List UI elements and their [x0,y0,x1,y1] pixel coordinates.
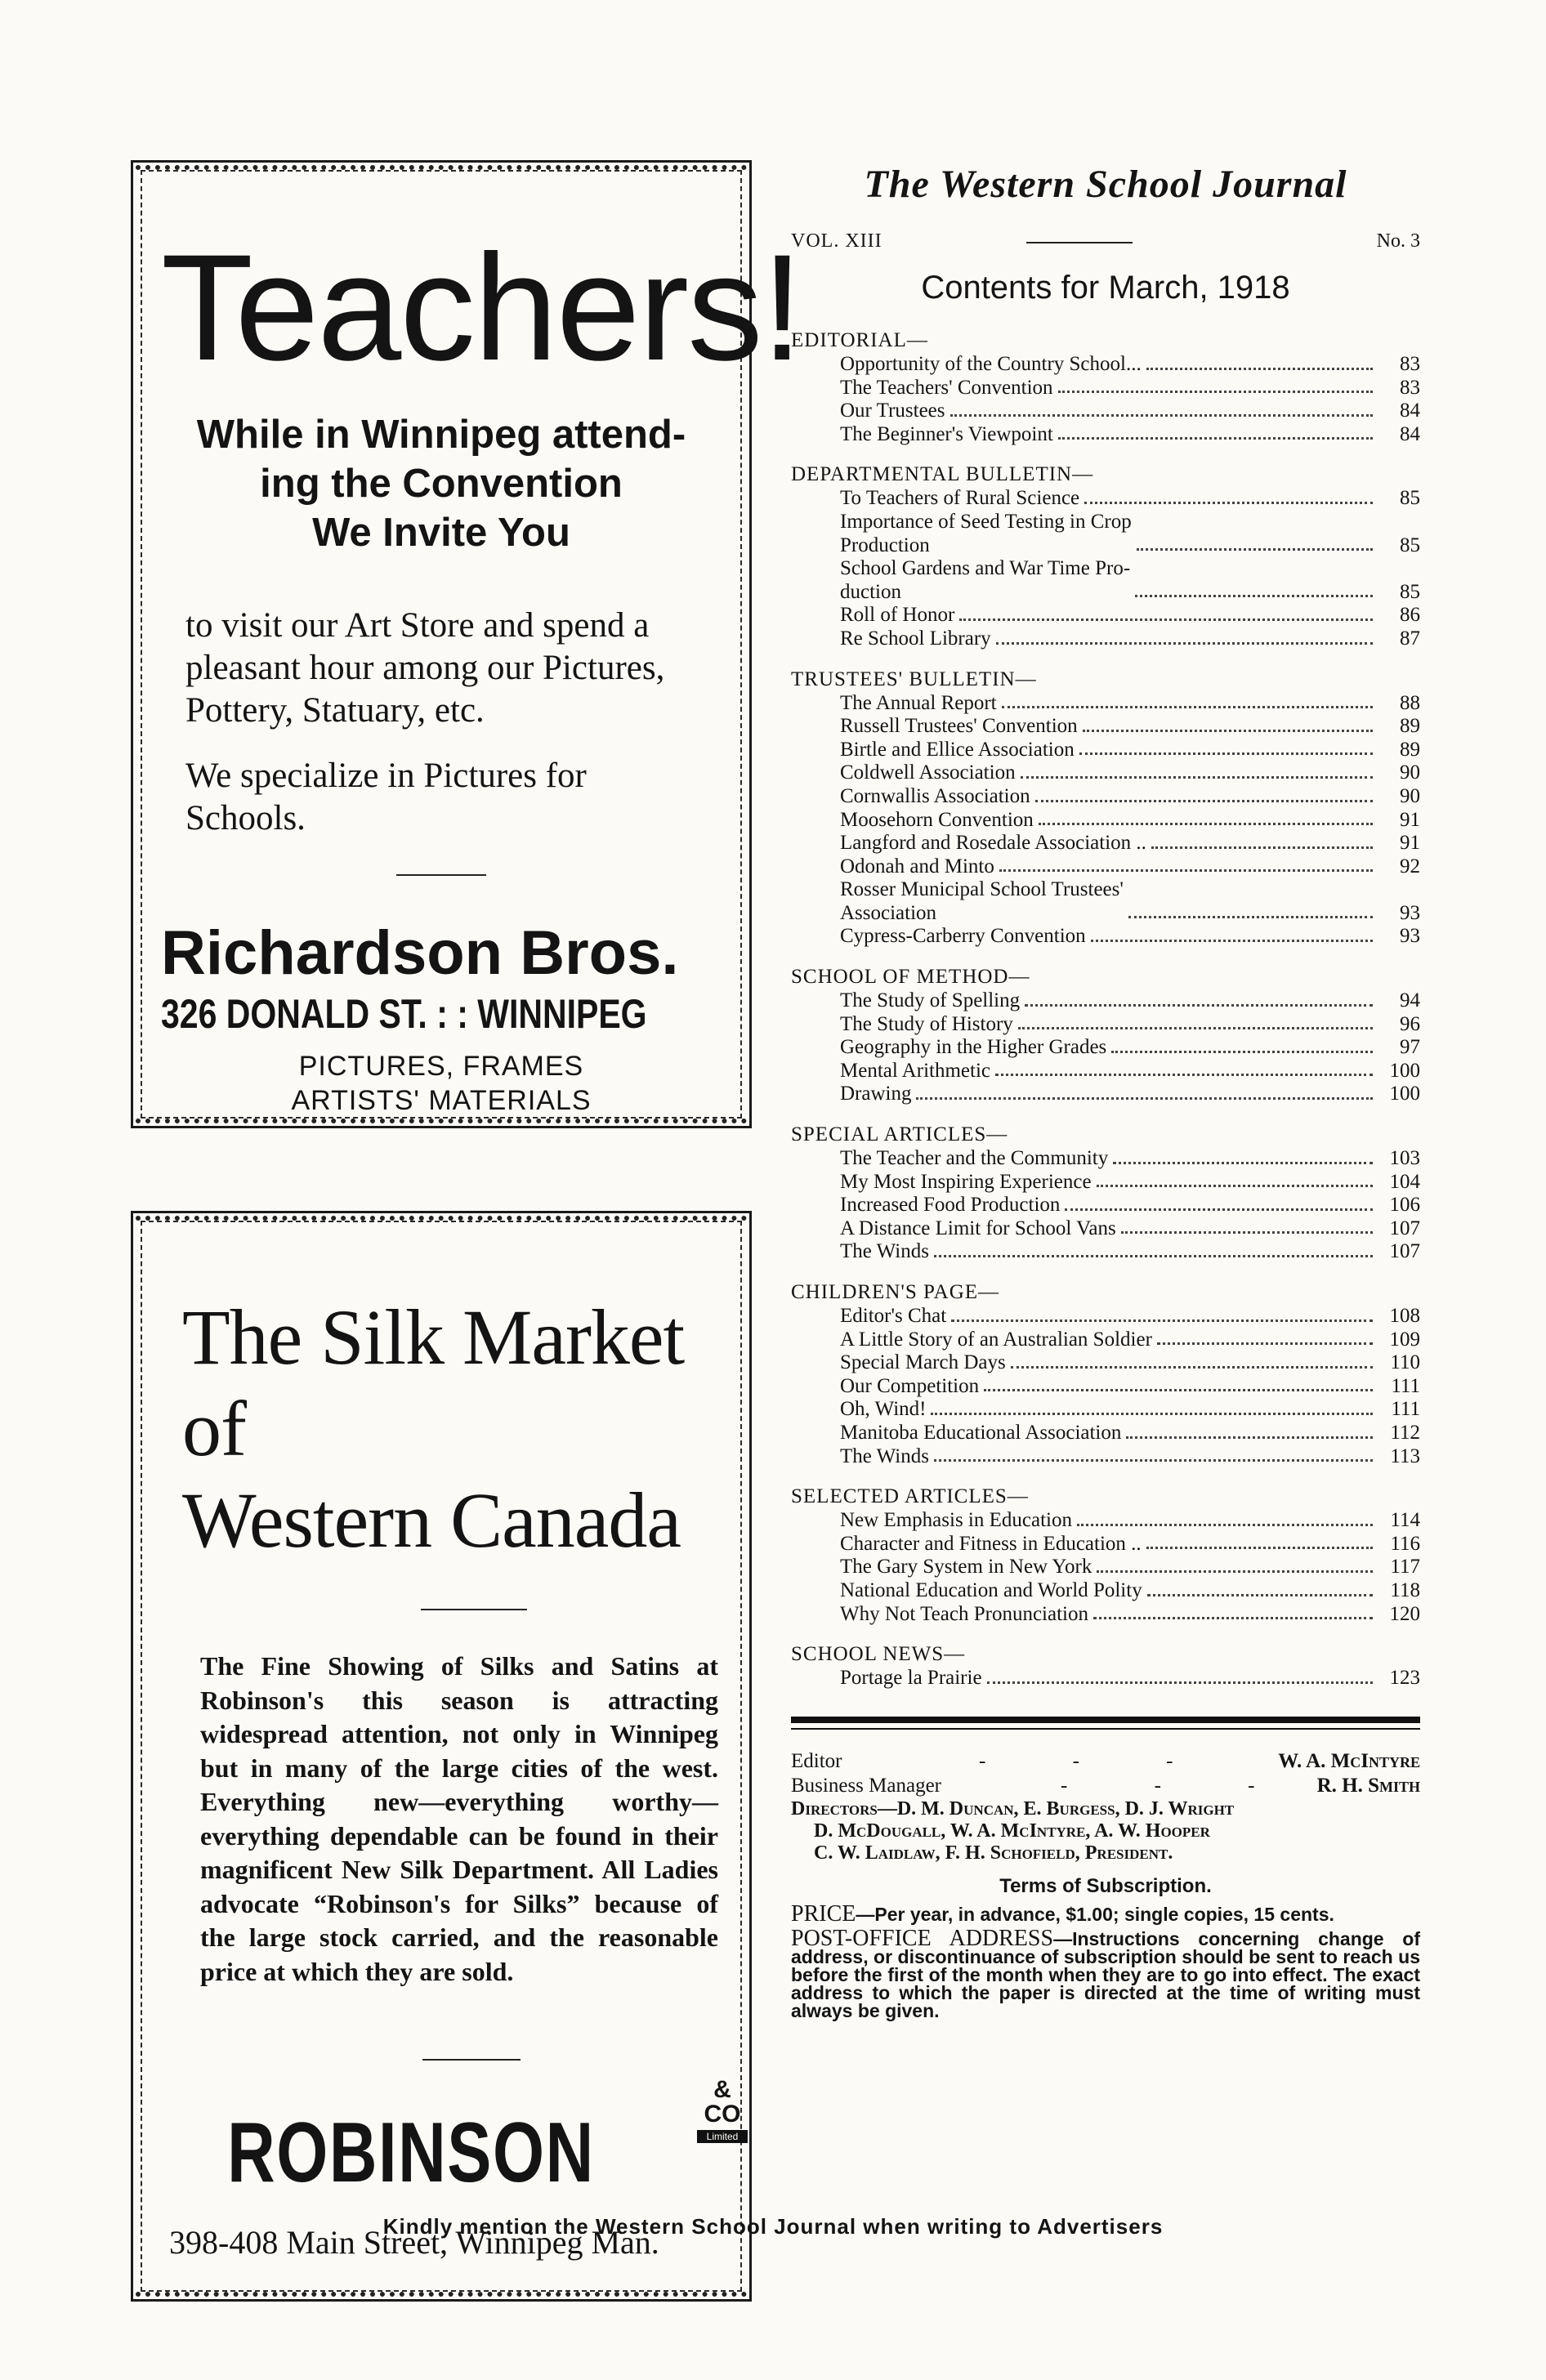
toc-entry [791,1328,1420,1352]
toc-section-heading: SCHOOL NEWS— [791,1643,966,1666]
toc-entry [791,855,1420,879]
toc-entry-title: Birtle and Ellice Association [840,738,1075,761]
ad-body: The Fine Showing of Silks and Satins at Robinson's this season is attracting widespread attention, not only in Winnipeg but in many of the large cities of the west. Everything new—everything worthy—everything dependable can be found in their magnificent New Silk Department. All Ladies advocate “Robinson's for Silks” because of the large stock carried, and the reasonable price at which they are sold. [200,1651,718,1986]
toc-entry-title: Geography in the Higher Grades [840,1036,1107,1059]
toc-entry [791,1036,1420,1060]
toc-entry-title: Special March Days [840,1351,1006,1374]
divider [791,1728,1420,1730]
toc-dot-leader [1091,940,1373,942]
toc-entry-title: National Education and World Polity [840,1578,1142,1601]
toc-entry [791,1194,1420,1217]
toc-entry-title: Mental Arithmetic [840,1059,990,1082]
product-line: PICTURES, FRAMES [298,1051,584,1082]
toc-entry-page: 109 [1389,1328,1420,1351]
toc-dot-leader [1079,752,1373,755]
toc-entry [791,1422,1420,1445]
manager-row [791,1774,1420,1798]
ad-body-paragraph: to visit our Art Store and spend a pleasant hour among our Pictures, Pottery, Statuary, etc. [185,606,665,730]
toc-entry-page: 85 [1400,580,1420,603]
store-address: 398-408 Main Street, Winnipeg Man. [169,2224,659,2261]
toc-entry-page: 92 [1400,855,1420,877]
toc-dot-leader [1113,1162,1373,1164]
toc-entry-page: 118 [1390,1578,1420,1601]
post-office-text: —Instructions concerning change of address, or discontinuance of subscription should be sent to reach us before the first of the month when they are to go into effect. The exact address to which the paper is directed at the time of writing must always be given. [791,1927,1421,2021]
toc-entry-page: 111 [1391,1398,1420,1421]
toc-entry-page: 106 [1389,1194,1420,1217]
footer-note: Kindly mention the Western School Journal when writing to Advertisers [382,2214,1164,2239]
toc-section-heading: SCHOOL OF METHOD— [791,966,1030,989]
directors-line: C. W. Laidlaw, F. H. Schofield, President. [814,1842,1173,1864]
toc-entry-title: Roll of Honor [840,604,955,627]
toc-dot-leader [984,1389,1373,1391]
toc-entry [791,1240,1420,1264]
toc-entry [791,487,1420,511]
divider [1026,242,1133,243]
toc-entry-title: Russell Trustees' Convention [840,715,1078,738]
toc-entry-page: 91 [1400,832,1420,855]
toc-entry-title: Why Not Teach Pronunciation [840,1602,1088,1625]
toc-entry [791,1398,1420,1422]
toc-entry-title: Cypress-Carberry Convention [840,925,1086,948]
toc-entry-page: 94 [1400,989,1420,1012]
ad-subheadline [161,410,722,557]
toc-dot-leader [1025,1004,1373,1007]
toc-dot-leader [1146,368,1373,370]
toc-entry-page: 90 [1400,761,1420,784]
toc-entry-page: 107 [1389,1240,1420,1263]
toc-dot-leader [1065,1208,1373,1211]
toc-dot-leader [1083,730,1373,732]
toc-entry-page: 83 [1400,376,1420,399]
toc-dot-leader [950,414,1374,417]
toc-section [791,1280,1420,1468]
product-line: ARTISTS' MATERIALS [291,1085,592,1116]
toc-entry [791,1533,1420,1556]
toc-entry-page: 114 [1390,1509,1420,1532]
toc-dot-leader [1035,800,1373,802]
toc-dot-leader [1111,1051,1373,1053]
toc-entry [791,1013,1420,1037]
toc-entry-page: 110 [1390,1351,1420,1374]
toc-entry-title: Cornwallis Association [840,784,1030,807]
divider [396,874,486,876]
toc-entry-title: Editor's Chat [840,1305,947,1327]
divider [421,1609,527,1610]
company-address: 326 DONALD ST. : : WINNIPEG [161,991,647,1037]
toc-entry [791,1556,1420,1579]
toc-entry-title: The Teacher and the Community [840,1147,1109,1170]
toc-dot-leader [1097,1570,1373,1573]
journal-contents-column [791,160,1420,2020]
manager-name: R. H. Smith [1316,1774,1420,1797]
toc-entry-page: 87 [1400,627,1420,650]
toc-entry-page: 100 [1389,1059,1420,1082]
toc-entry-title: Re School Library [840,627,991,650]
toc-entry-page: 84 [1400,400,1420,422]
ad-body [161,605,722,840]
toc-entry-title: Increased Food Production [840,1194,1061,1217]
toc-dot-leader [1039,823,1373,825]
toc-entry-page: 90 [1400,784,1420,807]
subheadline-line: ing the Convention [260,462,623,506]
leader-dashes: - - - [979,1749,1214,1772]
headline-line: The Silk Market of [182,1293,685,1472]
toc-entry-page: 89 [1400,738,1420,761]
toc-entry-page: 89 [1400,715,1420,738]
toc-dot-leader [1097,1185,1373,1187]
subheadline-line: While in Winnipeg attend- [196,413,686,457]
toc-entry [791,1305,1420,1328]
toc-entry [791,1351,1420,1375]
toc-dot-leader [1157,1342,1373,1345]
toc-entry [791,1375,1420,1399]
toc-section [791,462,1420,650]
journal-masthead: The Western School Journal [864,163,1347,206]
toc-entry-page: 112 [1390,1421,1420,1444]
editor-role: Editor [791,1749,842,1772]
toc-dot-leader [1093,1617,1373,1619]
toc-section [791,328,1420,446]
directors-line: Directors—D. M. Duncan, E. Burgess, D. J. Wright [791,1797,1235,1820]
brand-limited: Limited [697,2130,748,2143]
editor-row [791,1749,1420,1774]
richardson-advertisement [131,160,802,1128]
richardson-ad-content [161,182,802,1116]
toc-entry-page: 100 [1389,1083,1420,1105]
toc-dot-leader [1121,1231,1373,1234]
directors-line: D. McDougall, W. A. McIntyre, A. W. Hooper [814,1820,1210,1842]
price-text: —Per year, in advance, $1.00; single copies, 15 cents. [856,1903,1334,1925]
toc-dot-leader [1002,706,1373,708]
toc-dot-leader [987,1681,1373,1684]
toc-entry [791,353,1420,377]
toc-dot-leader [1135,595,1373,597]
toc-dot-leader [959,618,1373,621]
toc-entry [791,785,1420,809]
ad-headline: Teachers! [161,224,802,392]
toc-dot-leader [951,1319,1373,1322]
toc-entry [791,423,1420,447]
toc-entry [791,1667,1420,1690]
toc-entry-page: 91 [1400,808,1420,831]
toc-entry [791,1217,1420,1241]
toc-entry-title: School Gardens and War Time Pro- duction [840,557,1131,603]
brand-badge [697,2076,748,2142]
toc-dot-leader [1137,548,1373,551]
toc-section-heading: SELECTED ARTICLES— [791,1485,1029,1508]
toc-dot-leader [1146,1547,1373,1549]
toc-entry-title: The Study of Spelling [840,989,1021,1012]
brand-logo-text: ROBINSON [227,2105,595,2200]
toc-section [791,1485,1420,1626]
toc-entry-page: 108 [1389,1305,1420,1327]
toc-entry [791,989,1420,1013]
toc-entry [791,739,1420,762]
toc-entry [791,925,1420,949]
toc-entry-page: 83 [1400,353,1420,375]
toc-dot-leader [1011,1366,1373,1369]
toc-section [791,1642,1420,1690]
product-list [161,1049,722,1118]
toc-entry-title: Coldwell Association [840,761,1016,784]
ad-headline [161,1292,722,1566]
post-office-paragraph [791,1925,1421,2021]
toc-dot-leader [934,1255,1373,1257]
toc-entry [791,809,1420,833]
toc-entry-title: The Beginner's Viewpoint [840,422,1053,445]
toc-dot-leader [1151,846,1373,849]
toc-section [791,1123,1420,1264]
toc-entry-page: 85 [1400,487,1420,510]
toc-section [791,965,1420,1106]
toc-dot-leader [931,1413,1373,1415]
toc-entry-title: Importance of Seed Testing in Crop Production [840,510,1132,556]
toc-entry-title: Rosser Municipal School Trustees' Association [840,878,1124,924]
toc-entry-title: Our Trustees [840,400,945,422]
toc-entry-title: To Teachers of Rural Science [840,487,1080,510]
toc-dot-leader [1084,502,1373,504]
toc-section-heading: CHILDREN'S PAGE— [791,1281,1000,1303]
divider [791,1717,1420,1723]
table-of-contents [791,328,1420,1690]
toc-section [791,668,1420,949]
toc-entry-page: 93 [1400,925,1420,948]
toc-entry-title: Manitoba Educational Association [840,1421,1122,1444]
toc-entry-page: 96 [1400,1012,1420,1035]
toc-entry-title: Portage la Prairie [840,1667,982,1690]
terms-title: Terms of Subscription. [999,1874,1212,1897]
toc-dot-leader [1058,437,1373,440]
toc-dot-leader [996,642,1373,645]
toc-entry-title: Character and Fitness in Education .. [840,1532,1142,1555]
toc-entry-page: 120 [1389,1602,1420,1625]
toc-dot-leader [1077,1524,1373,1526]
toc-entry [791,715,1420,739]
issue-number: No. 3 [1376,230,1420,252]
manager-role: Business Manager [791,1774,941,1797]
toc-entry-page: 116 [1390,1532,1420,1555]
toc-entry [791,692,1420,716]
toc-entry [791,511,1420,557]
toc-entry [791,761,1420,785]
toc-entry-title: Opportunity of the Country School... [840,353,1142,375]
toc-section-heading: TRUSTEES' BULLETIN— [791,668,1037,690]
toc-entry-title: Our Competition [840,1374,980,1397]
price-lead: PRICE [791,1900,856,1927]
toc-entry-title: The Winds [840,1445,929,1467]
toc-entry-title: The Gary System in New York [840,1556,1092,1578]
toc-dot-leader [995,1074,1373,1076]
toc-entry-title: Langford and Rosedale Association .. [840,832,1146,855]
toc-entry-page: 103 [1389,1147,1420,1170]
subheadline-line: We Invite You [312,511,570,555]
toc-dot-leader [1058,391,1373,393]
toc-entry-page: 97 [1400,1036,1420,1059]
toc-entry-title: A Little Story of an Australian Soldier [840,1328,1152,1351]
toc-entry-page: 104 [1389,1170,1420,1193]
toc-dot-leader [1128,916,1373,918]
toc-entry-page: 84 [1400,422,1420,445]
toc-dot-leader [1021,776,1373,779]
toc-entry [791,1147,1420,1171]
robinson-advertisement [131,1211,752,2302]
toc-entry-title: The Teachers' Convention [840,376,1053,399]
toc-entry-title: My Most Inspiring Experience [840,1170,1092,1193]
directors-list [791,1798,1420,1864]
toc-entry-title: The Winds [840,1240,929,1263]
company-name: Richardson Bros. [161,918,679,988]
toc-entry [791,1509,1420,1533]
volume-row [791,225,1420,263]
toc-dot-leader [999,869,1373,872]
contents-title: Contents for March, 1918 [921,270,1290,306]
toc-entry [791,1445,1420,1469]
toc-entry [791,400,1420,423]
toc-entry [791,1579,1420,1603]
toc-entry-title: Drawing [840,1083,912,1105]
toc-section-heading: DEPARTMENTAL BULLETIN— [791,463,1094,486]
toc-entry [791,1603,1420,1627]
toc-entry-title: The Annual Report [840,691,997,714]
volume-label: VOL. XIII [791,230,882,252]
price-paragraph [791,1900,1420,1927]
toc-dot-leader [1018,1027,1373,1029]
toc-entry-page: 86 [1400,604,1420,627]
toc-entry-page: 113 [1390,1445,1420,1467]
toc-entry-page: 117 [1390,1556,1420,1578]
toc-entry-title: A Distance Limit for School Vans [840,1217,1116,1239]
post-office-lead: POST-OFFICE ADDRESS [791,1925,1054,1951]
headline-line: Western Canada [182,1476,681,1564]
toc-entry [791,878,1420,925]
toc-entry-page: 85 [1400,534,1420,556]
toc-dot-leader [916,1097,1373,1100]
editor-name: W. A. McIntyre [1278,1749,1420,1772]
toc-entry [791,1171,1420,1194]
ad-body-paragraph: We specialize in Pictures for Schools. [185,757,587,837]
toc-dot-leader [1147,1594,1373,1596]
leader-dashes: - - - [1061,1774,1296,1797]
toc-entry-page: 123 [1389,1667,1420,1690]
toc-section-heading: EDITORIAL— [791,329,928,351]
robinson-ad-content [161,1233,741,2280]
toc-entry-page: 88 [1400,691,1420,714]
brand-amp-co: & CO [704,2076,741,2128]
toc-entry [791,1060,1420,1083]
toc-entry [791,627,1420,651]
toc-entry [791,832,1420,855]
toc-dot-leader [934,1459,1373,1462]
toc-entry-title: Oh, Wind! [840,1398,927,1421]
toc-entry-page: 93 [1400,901,1420,924]
toc-entry [791,377,1420,400]
toc-entry-page: 107 [1389,1217,1420,1239]
toc-entry [791,1083,1420,1106]
divider [422,2059,521,2061]
toc-section-heading: SPECIAL ARTICLES— [791,1123,1008,1146]
toc-entry [791,557,1420,604]
toc-entry [791,604,1420,627]
toc-entry-title: New Emphasis in Education [840,1509,1072,1532]
toc-entry-title: The Study of History [840,1012,1013,1035]
toc-entry-page: 111 [1391,1374,1420,1397]
toc-dot-leader [1126,1436,1373,1439]
toc-entry-title: Odonah and Minto [840,855,994,877]
toc-entry-title: Moosehorn Convention [840,808,1034,831]
